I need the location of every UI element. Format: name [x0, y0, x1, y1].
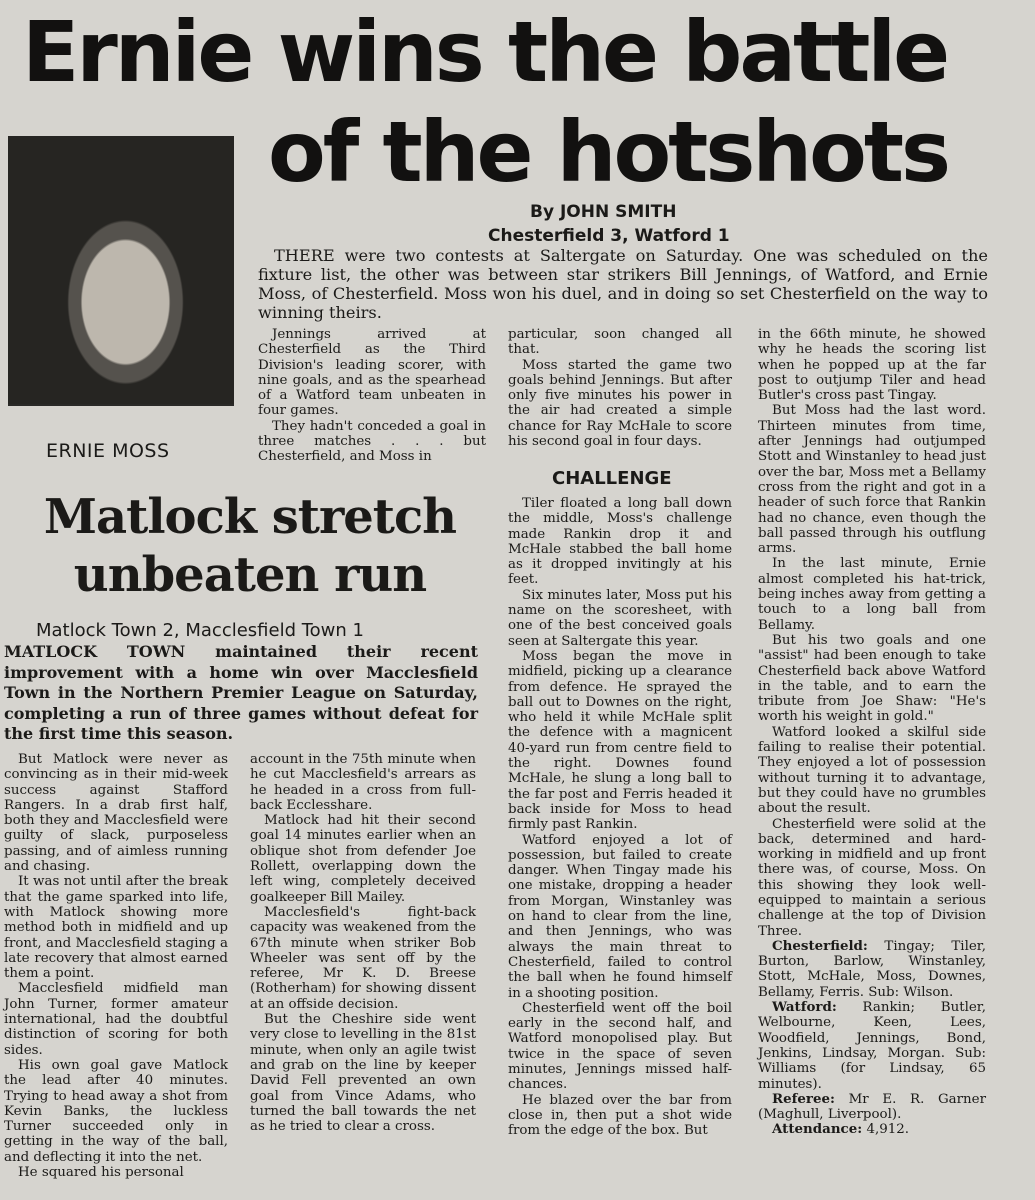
attendance-line — [758, 1122, 986, 1137]
team-line-watford — [758, 1000, 986, 1092]
paragraph: He blazed over the bar from close in, then put a shot wide from the edge of the box. But — [508, 1092, 732, 1139]
match-score-2: Matlock Town 2, Macclesfield Town 1 — [36, 620, 364, 641]
team-line-chesterfield — [758, 939, 986, 1000]
paragraph: Chesterfield went off the boil early in the second half, and Watford monopolised play. But twice in the space of seven minutes, Jennings missed half-chances. — [508, 1000, 732, 1093]
paragraph: In the last minute, Ernie almost completed his hat-trick, being inches away from getting a touch to a long ball from Bellamy. — [758, 556, 986, 633]
paragraph: Six minutes later, Moss put his name on the scoresheet, with one of the best conceived goals seen at Saltergate this year. — [508, 587, 732, 649]
paragraph: But Matlock were never as convincing as in their mid-week success against Stafford Rangers. In a drab first half, both they and Macclesfield were guilty of slack, purposeless passing, and of aimless running and chasing. — [4, 752, 228, 875]
article2-column-1 — [4, 752, 228, 1180]
paragraph: Macclesfield midfield man John Turner, former amateur international, had the doubtful distinction of scoring for both sides. — [4, 981, 228, 1058]
paragraph: Jennings arrived at Chesterfield as the Third Division's leading scorer, with nine goals, and as the spearhead of a Watford team unbeaten in four games. — [258, 327, 486, 419]
headline-line-1: Ernie wins the battle — [22, 3, 948, 101]
paragraph: Macclesfield's fight-back capacity was weakened from the 67th minute when striker Bob Wheeler was sent off by the referee, Mr K. D. Breese (Rotherham) for showing dissent at an offside decision. — [250, 904, 476, 1012]
article2-column-2 — [250, 752, 476, 1134]
headline-line-2: of the hotshots — [268, 103, 948, 201]
team-list: Rankin; Butler, Welbourne, Keen, Lees, Woodfield, Jennings, Bond, Jenkins, Lindsay, Morgan. Sub: Williams (for Lindsay, 65 minutes). — [758, 1000, 986, 1092]
article1-column-1 — [258, 327, 486, 465]
article2-lead: MATLOCK TOWN maintained their recent improvement with a home win over Macclesfield Town in the Northern Premier League on Saturday, completing a run of three games without defeat for the first time this season. — [4, 642, 478, 743]
paragraph: Moss started the game two goals behind Jennings. But after only five minutes his power in the air had created a simple chance for Ray McHale to score his second goal in four days. — [508, 357, 732, 450]
article1-column-2a — [508, 327, 732, 449]
byline: By JOHN SMITH — [530, 202, 677, 222]
subhead-challenge: CHALLENGE — [552, 468, 672, 489]
article2-headline-line-1: Matlock stretch — [43, 489, 457, 545]
paragraph: Tiler floated a long ball down the middle, Moss's challenge made Rankin drop it and McHale stabbed the ball home as it dropped invitingly at his feet. — [508, 496, 732, 588]
paragraph: But Moss had the last word. Thirteen minutes from time, after Jennings had outjumped Stott and Winstanley to head just over the bar, Moss met a Bellamy cross from the right and got in a header of such force that Rankin had no chance, even though the ball passed through his outflung arms. — [758, 403, 986, 557]
paragraph: Moss began the move in midfield, picking up a clearance from defence. He sprayed the ball out to Downes on the right, who held it while McHale split the defence with a magnicent 40-yard run from centre field to the right. Downes found McHale, he slung a long ball to the far post and Ferris headed it back inside for Moss to head firmly past Rankin. — [508, 648, 732, 833]
team-list: Tingay; Tiler, Burton, Barlow, Winstanley, Stott, McHale, Moss, Downes, Bellamy, Ferris. Sub: Wilson. — [758, 938, 986, 1000]
article1-lead: THERE were two contests at Saltergate on Saturday. One was scheduled on the fixture list, the other was between star strikers Bill Jennings, of Watford, and Ernie Moss, of Chesterfield. Moss won his duel, and in doing so set Chesterfield on the way to winning theirs. — [258, 246, 988, 322]
paragraph: His own goal gave Matlock the lead after 40 minutes. Trying to head away a shot from Kevin Banks, the luckless Turner succeeded only in getting in the way of the ball, and deflecting it into the net. — [4, 1057, 228, 1165]
article1-column-3 — [758, 327, 986, 1138]
article2-headline — [30, 488, 470, 604]
attendance-label: Attendance: — [772, 1121, 863, 1138]
paragraph: Chesterfield were solid at the back, determined and hard-working in midfield and up front there was, of course, Moss. On this showing they look well-equipped to maintain a serious challenge at the top of Division Three. — [758, 816, 986, 939]
team-label: Chesterfield: — [772, 937, 868, 954]
paragraph: account in the 75th minute when he cut Macclesfield's arrears as he headed in a cross from full-back Ecclesshare. — [250, 752, 476, 813]
team-label: Watford: — [772, 999, 837, 1016]
paragraph: They hadn't conceded a goal in three matches . . . but Chesterfield, and Moss in — [258, 418, 486, 465]
referee-line — [758, 1092, 986, 1123]
paragraph: Watford enjoyed a lot of possession, but failed to create danger. When Tingay made his one mistake, dropping a header from Morgan, Winstanley was on hand to clear from the line, and then Jennings, who was always the main threat to Chesterfield, failed to control the ball when he found himself in a shooting position. — [508, 832, 732, 1001]
photo-caption: ERNIE MOSS — [46, 440, 170, 462]
article2-headline-line-2: unbeaten run — [73, 547, 427, 603]
paragraph: But his two goals and one "assist" had been enough to take Chesterfield back above Watford in the table, and to earn the tribute from Joe Shaw: "He's worth his weight in gold." — [758, 632, 986, 725]
paragraph: But the Cheshire side went very close to levelling in the 81st minute, when only an agile twist and grab on the line by keeper David Fell prevented an own goal from Vince Adams, who turned the ball towards the net as he tried to clear a cross. — [250, 1012, 476, 1135]
paragraph: It was not until after the break that the game sparked into life, with Matlock showing more method both in midfield and up front, and Macclesfield staging a late recovery that almost earned them a point. — [4, 874, 228, 982]
match-score-1: Chesterfield 3, Watford 1 — [488, 226, 730, 246]
paragraph: Watford looked a skilful side failing to realise their potential. They enjoyed a lot of possession without turning it to advantage, but they could have no grumbles about the result. — [758, 724, 986, 817]
paragraph: particular, soon changed all that. — [508, 327, 732, 358]
referee-label: Referee: — [772, 1090, 835, 1107]
attendance-value: 4,912. — [866, 1122, 910, 1138]
article1-column-2b — [508, 496, 732, 1138]
player-photo — [8, 136, 234, 406]
paragraph: He squared his personal — [18, 1165, 184, 1181]
paragraph: in the 66th minute, he showed why he heads the scoring list when he popped up at the far post to outjump Tiler and head Butler's cross past Tingay. — [758, 327, 986, 404]
referee-name: Mr E. R. Garner (Maghull, Liverpool). — [758, 1091, 986, 1123]
paragraph: Matlock had hit their second goal 14 minutes earlier when an oblique shot from defender Joe Rollett, overlapping down the left wing, completely deceived goalkeeper Bill Mailey. — [250, 813, 476, 905]
